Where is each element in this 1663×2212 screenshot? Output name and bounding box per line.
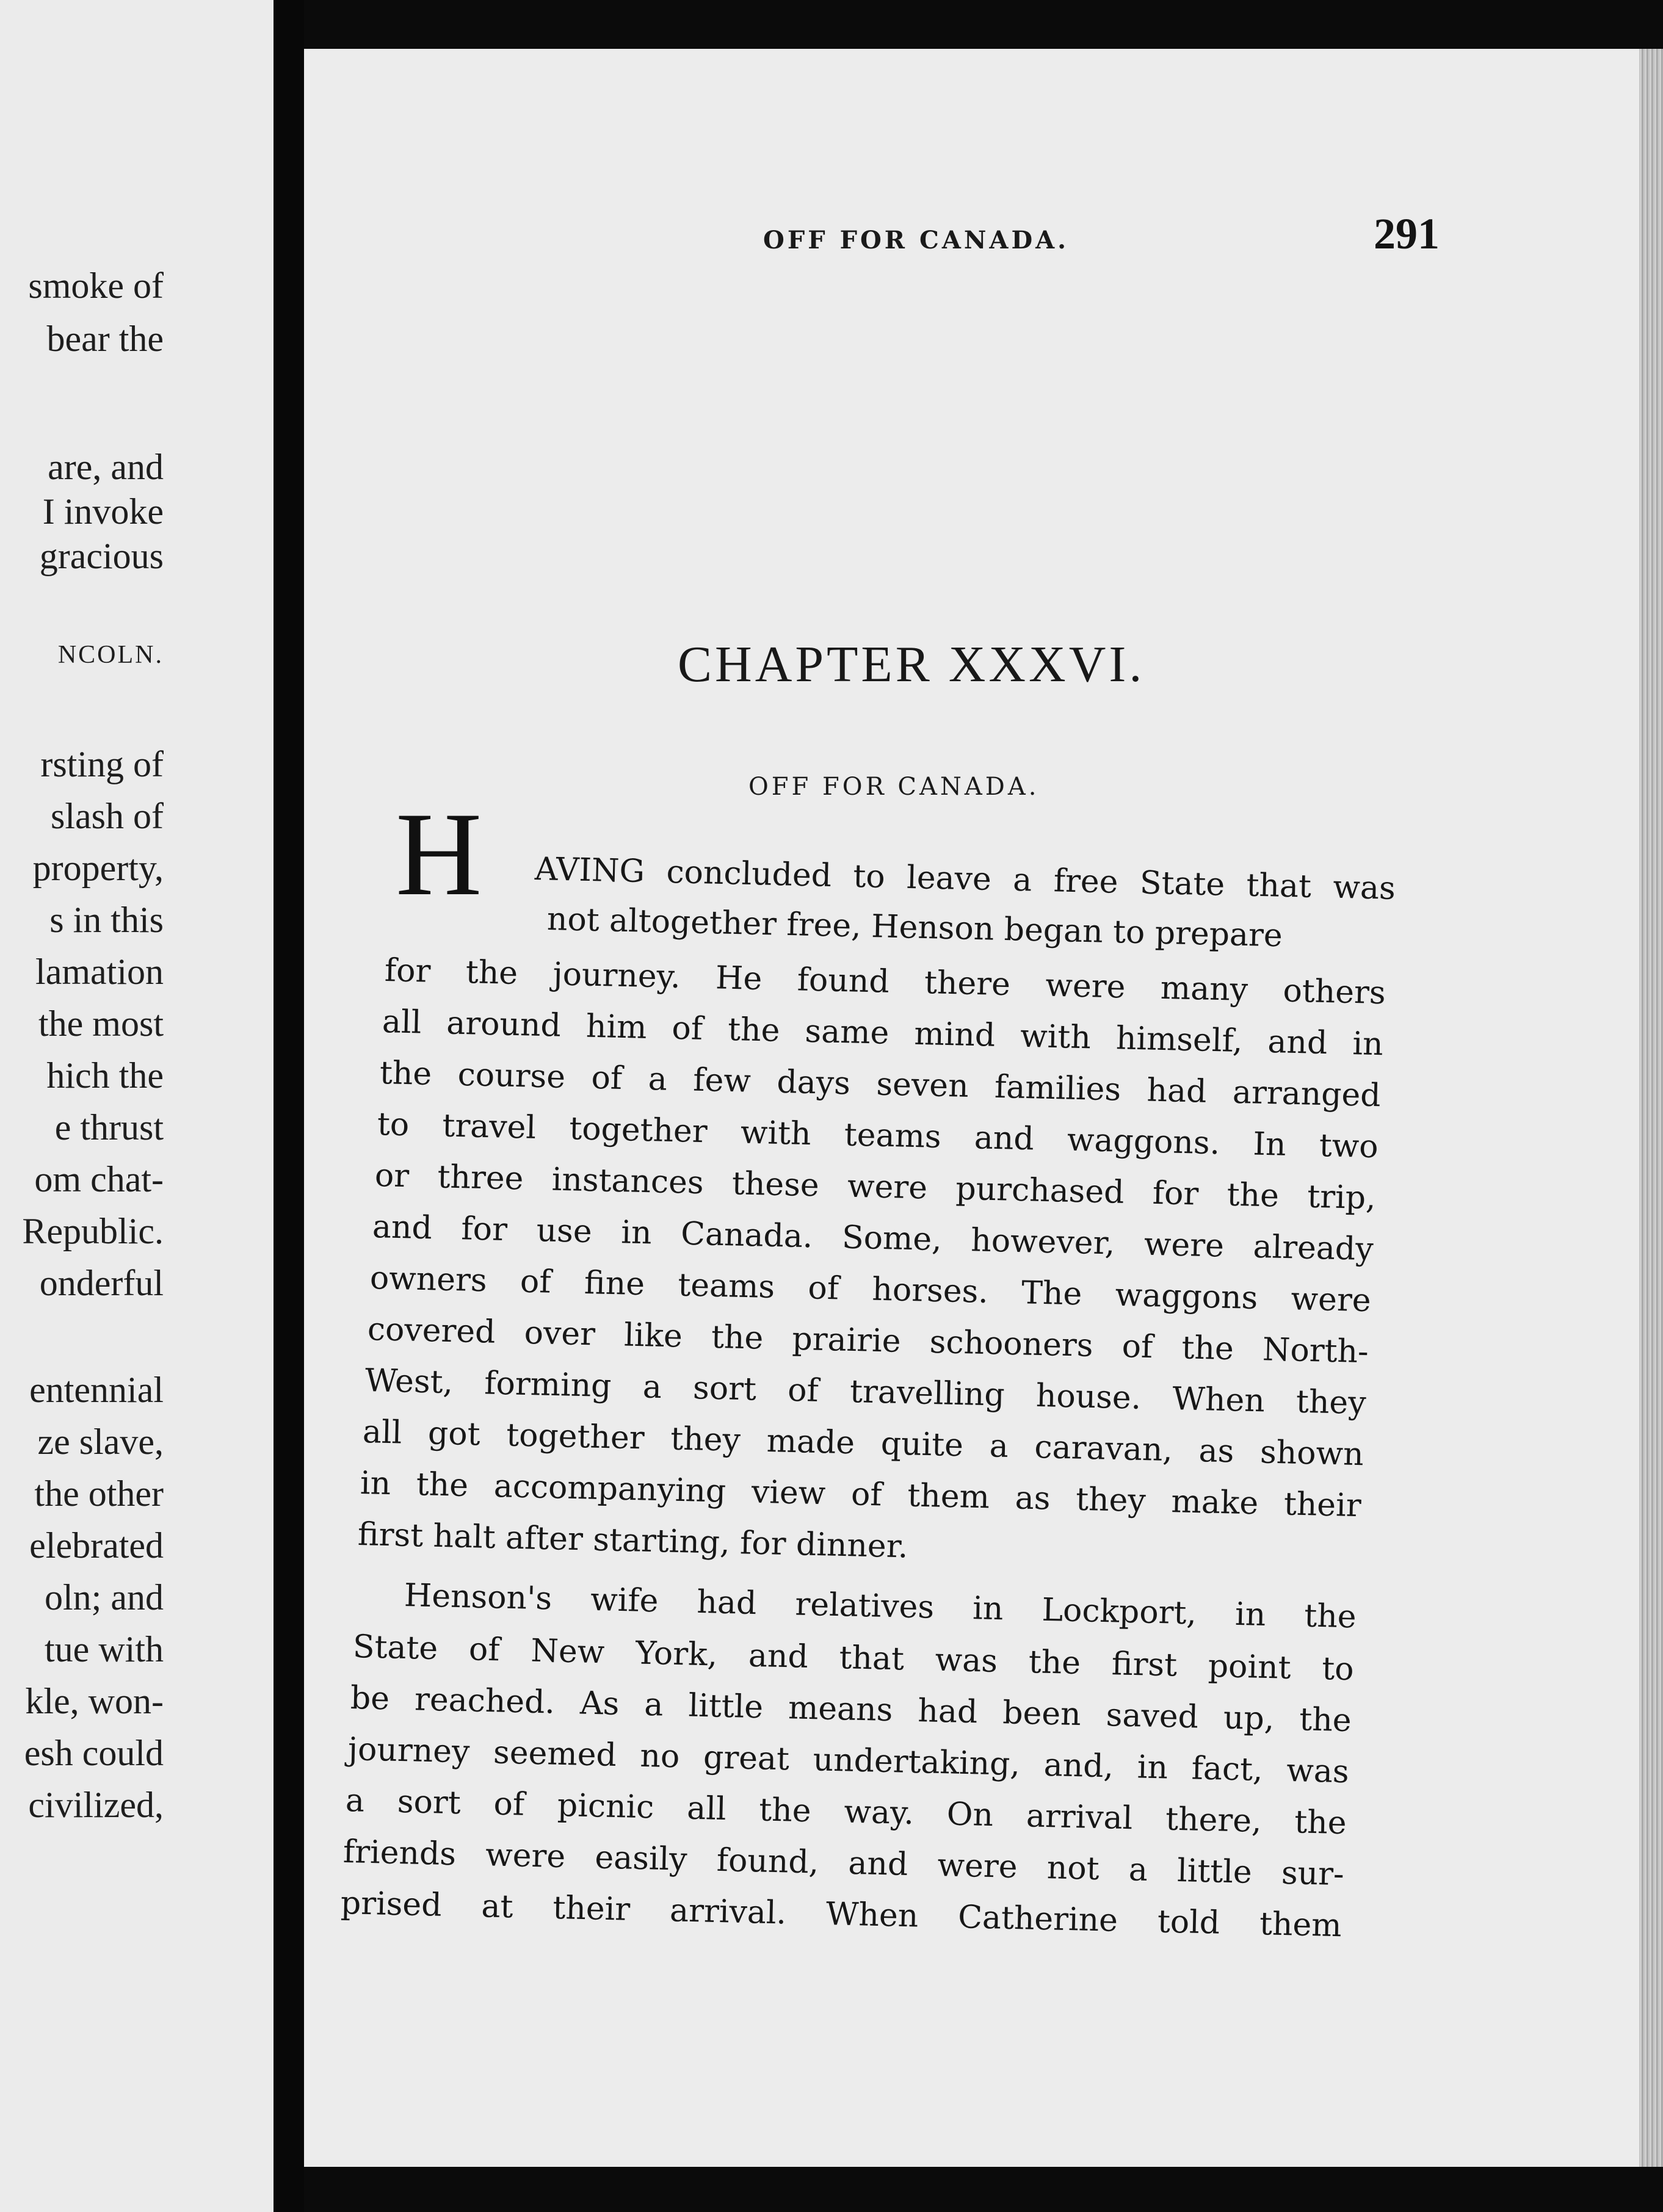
left-page-line: esh could <box>24 1733 164 1773</box>
left-page-line: hich the <box>46 1055 164 1096</box>
text-line: in the accompanying view of them as they make their <box>360 1465 1362 1525</box>
text-line: the course of a few days seven families had arranged <box>379 1055 1382 1115</box>
text-line: covered over like the prairie schooners of the North- <box>367 1311 1369 1371</box>
text-line: all around him of the same mind with himself, and in <box>382 1003 1384 1063</box>
left-page-line: property, <box>32 848 164 888</box>
text-line: to travel together with teams and waggons. In two <box>377 1106 1379 1166</box>
text-line: journey seemed no great undertaking, and, in fact, was <box>347 1731 1350 1791</box>
running-head: OFF FOR CANADA. <box>763 226 1070 255</box>
left-page-line: slash of <box>51 796 164 836</box>
left-page-line: elebrated <box>29 1525 164 1566</box>
text-line: prised at their arrival. When Catherine told them <box>340 1885 1342 1945</box>
left-page-line: lamation <box>35 952 164 992</box>
text-line: be reached. As a little means had been saved up, the <box>350 1680 1352 1740</box>
left-page-line: kle, won- <box>25 1681 164 1721</box>
left-page-line: the other <box>34 1473 164 1514</box>
previous-page-fragment <box>0 0 274 2212</box>
text-line: not altogether free, Henson began to prepare <box>546 901 1283 955</box>
page-number: 291 <box>1374 209 1440 258</box>
left-page-line: I invoke <box>42 491 164 532</box>
text-line: for the journey. He found there were many others <box>384 952 1386 1012</box>
chapter-title: CHAPTER XXXVI. <box>678 636 1145 693</box>
left-page-line: bear the <box>46 319 164 359</box>
left-page-line: s in this <box>49 900 164 940</box>
text-line: owners of fine teams of horses. The waggons were <box>369 1260 1372 1320</box>
left-page-line: onderful <box>39 1263 164 1303</box>
text-line: AVING concluded to leave a free State that was <box>534 851 1396 907</box>
book-gutter <box>274 0 304 2212</box>
text-line: all got together they made quite a caravan, as shown <box>362 1414 1364 1473</box>
page-edge-stack <box>1639 49 1663 2167</box>
text-line: West, forming a sort of travelling house. When they <box>364 1362 1367 1422</box>
left-page-line: gracious <box>39 536 164 576</box>
drop-cap: H <box>396 788 482 920</box>
text-line: State of New York, and that was the first point to <box>352 1628 1355 1688</box>
left-page-line: the most <box>38 1003 164 1044</box>
text-line: Henson's wife had relatives in Lockport, in the <box>404 1577 1357 1636</box>
text-line: first halt after starting, for dinner. <box>357 1516 909 1566</box>
left-page-line: civilized, <box>28 1785 164 1825</box>
left-page-line: rsting of <box>40 744 164 784</box>
left-page-line: entennial <box>29 1370 164 1410</box>
left-page-line: e thrust <box>54 1107 164 1148</box>
left-page-line: om chat- <box>34 1159 164 1199</box>
left-page-signature: NCOLN. <box>57 641 164 669</box>
chapter-subtitle: OFF FOR CANADA. <box>748 773 1040 801</box>
book-page <box>304 49 1651 2167</box>
left-page-line: ze slave, <box>37 1422 164 1462</box>
left-page-line: smoke of <box>28 266 164 306</box>
text-line: friends were easily found, and were not a little sur- <box>342 1834 1345 1893</box>
left-page-line: tue with <box>45 1629 164 1669</box>
text-line: a sort of picnic all the way. On arrival there, the <box>345 1782 1347 1842</box>
left-page-line: Republic. <box>22 1211 164 1251</box>
text-line: or three instances these were purchased for the trip, <box>374 1157 1377 1217</box>
text-line: and for use in Canada. Some, however, were already <box>372 1209 1374 1268</box>
left-page-line: oln; and <box>45 1577 164 1617</box>
left-page-line: are, and <box>48 447 164 487</box>
